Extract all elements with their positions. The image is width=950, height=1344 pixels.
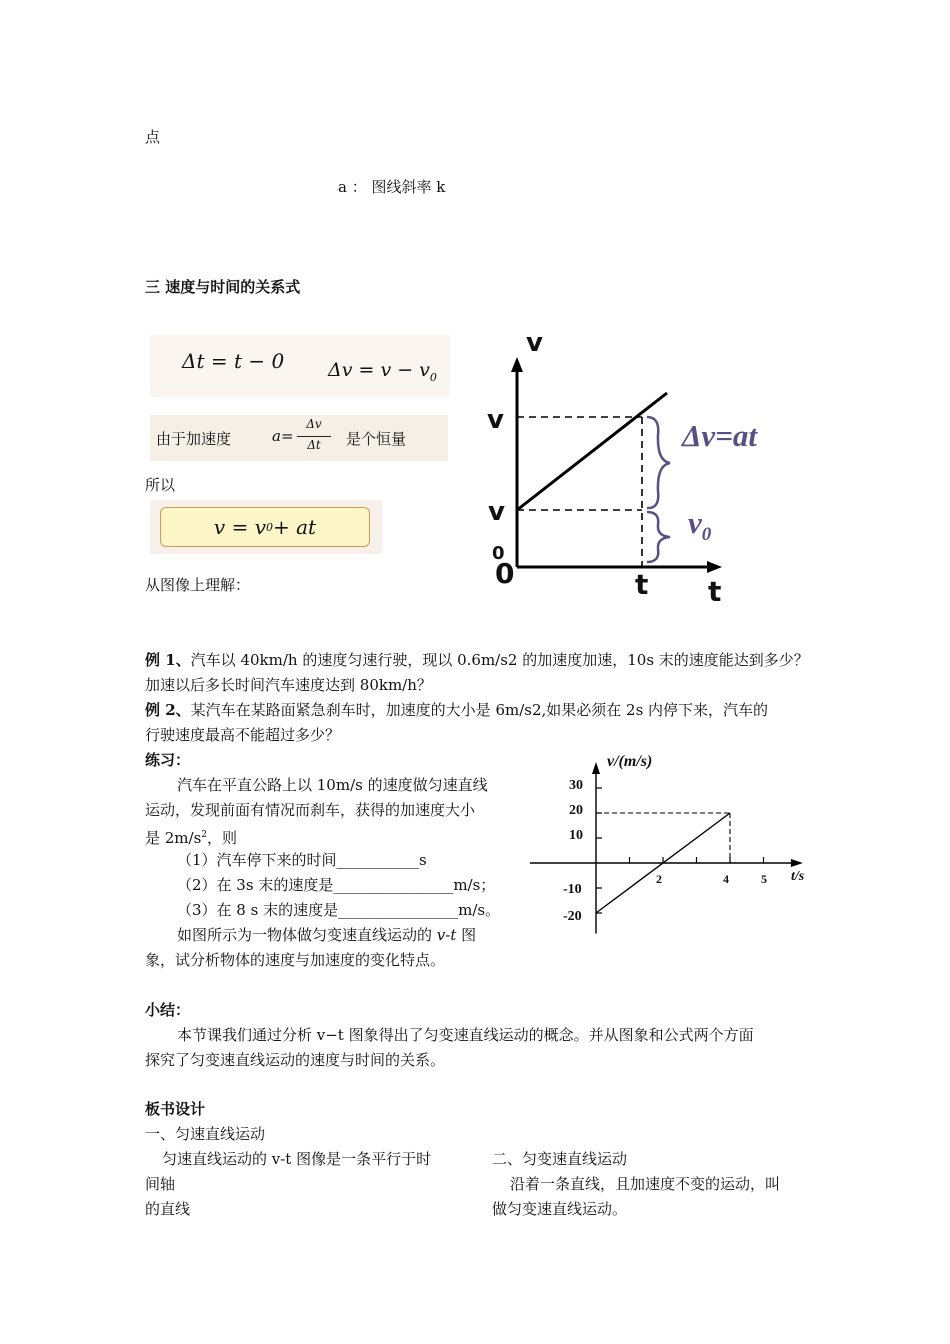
- velocity-line: [517, 393, 667, 510]
- board-section-1-line-3: 的直线: [145, 1200, 191, 1218]
- delta-v-brace: [647, 417, 670, 508]
- y-tick-label-neg10: -10: [563, 882, 582, 897]
- practice-line-2: 运动，发现前面有情况而刹车，获得的加速度大小: [145, 801, 476, 819]
- example-1: 例 1、汽车以 40km/h 的速度匀速行驶，现以 0.6m/s2 的加速度加速，10s 末的速度能达到多少？: [145, 651, 809, 669]
- y-axis-arrow: [511, 357, 523, 372]
- key-formula: v = v 0 + at: [160, 507, 370, 547]
- v0-label: v: [488, 497, 505, 527]
- x-tick-label-4: 4: [723, 872, 729, 886]
- x-axis-arrow: [791, 859, 803, 867]
- t-tick-label: t: [635, 568, 649, 601]
- example-2: 例 2、某汽车在某路面紧急刹车时，加速度的大小是 6m/s2,如果必须在 2s 内停下来，汽车的: [145, 701, 769, 719]
- understand-label: 从图像上理解：: [145, 576, 251, 594]
- summary-heading: 小结：: [145, 1001, 191, 1019]
- vt-chart: [525, 748, 815, 948]
- question-3: （3）在 8 s 末的速度是________________m/s。: [177, 901, 501, 919]
- key-formula-image: [150, 500, 382, 554]
- formula-dv: $\Delta v = v - v_0$: [328, 359, 437, 384]
- v0-label-sub: 0: [492, 543, 505, 564]
- summary-line-1: 本节课我们通过分析 v−t 图象得出了匀变速直线运动的概念。并从图象和公式两个方面: [177, 1026, 754, 1044]
- accel-numerator: Δv: [306, 417, 322, 431]
- board-section-2-line-1: 沿着一条直线，且加速度不变的运动，叫: [510, 1175, 781, 1193]
- board-heading: 板书设计: [145, 1100, 206, 1118]
- y-tick-label-30: 30: [569, 778, 583, 793]
- formula-image-dt-dv: [150, 335, 450, 397]
- question-1: （1）汽车停下来的时间___________s: [177, 851, 427, 869]
- formula-dt: Δt = t − 0: [182, 349, 285, 373]
- x-tick-label-2: 2: [656, 872, 662, 886]
- x-axis-arrow: [707, 561, 722, 573]
- formula-image-accel: [150, 415, 448, 461]
- slope-line: a ： 图线斜率 k: [338, 178, 446, 196]
- v-label: v: [487, 405, 504, 435]
- origin-label: 0: [495, 557, 515, 590]
- accel-a: a=: [272, 427, 294, 445]
- y-axis-arrow: [592, 762, 600, 774]
- board-section-2: 二、匀变速直线运动: [492, 1150, 628, 1168]
- x-tick-label-5: 5: [761, 872, 767, 886]
- board-section-2-line-2: 做匀变速直线运动。: [492, 1200, 628, 1218]
- y-tick-label-neg20: -20: [563, 909, 582, 924]
- fragment-dian: 点: [145, 128, 161, 146]
- example-2-cont: 行驶速度最高不能超过多少？: [145, 726, 341, 744]
- practice-line-1: 汽车在平直公路上以 10m/s 的速度做匀速直线: [177, 776, 488, 794]
- vt-concept-graph: [470, 325, 800, 615]
- fraction-bar: [297, 436, 331, 437]
- y-tick-label-10: 10: [569, 828, 583, 843]
- accel-prefix: 由于加速度: [156, 430, 232, 448]
- practice-line-3: 是 $2m/s^2$，则: [145, 829, 238, 847]
- y-axis-label: v: [526, 328, 543, 358]
- t-axis-label: t: [708, 575, 722, 608]
- chart-xlabel: t/s: [791, 869, 805, 884]
- accel-denominator: Δt: [307, 438, 321, 452]
- board-section-1-line-2: 间轴: [145, 1175, 176, 1193]
- question-4: 如图所示为一物体做匀变速直线运动的 v-t 图: [177, 926, 477, 944]
- summary-line-2: 探究了匀变速直线运动的速度与时间的关系。: [145, 1051, 446, 1069]
- question-2: （2）在 3s 末的速度是________________m/s；: [177, 876, 496, 894]
- question-4-cont: 象，试分析物体的速度与加速度的变化特点。: [145, 951, 446, 969]
- example-1-cont: 加速以后多长时间汽车速度达到 80km/h？: [145, 676, 432, 694]
- delta-v-label: Δv=at: [682, 418, 757, 453]
- v0-brace-label: $v_0$: [688, 505, 712, 546]
- accel-suffix: 是个恒量: [346, 430, 407, 448]
- board-section-1: 一、匀速直线运动: [145, 1125, 266, 1143]
- practice-heading: 练习：: [145, 751, 191, 769]
- v0-brace: [647, 512, 670, 562]
- chart-ylabel: v/(m/s): [607, 753, 653, 770]
- y-tick-label-20: 20: [569, 803, 583, 818]
- suoyi: 所以: [145, 476, 176, 494]
- board-section-1-line-1: 匀速直线运动的 v-t 图像是一条平行于时: [162, 1150, 432, 1168]
- section-heading: 三 速度与时间的关系式: [145, 278, 301, 296]
